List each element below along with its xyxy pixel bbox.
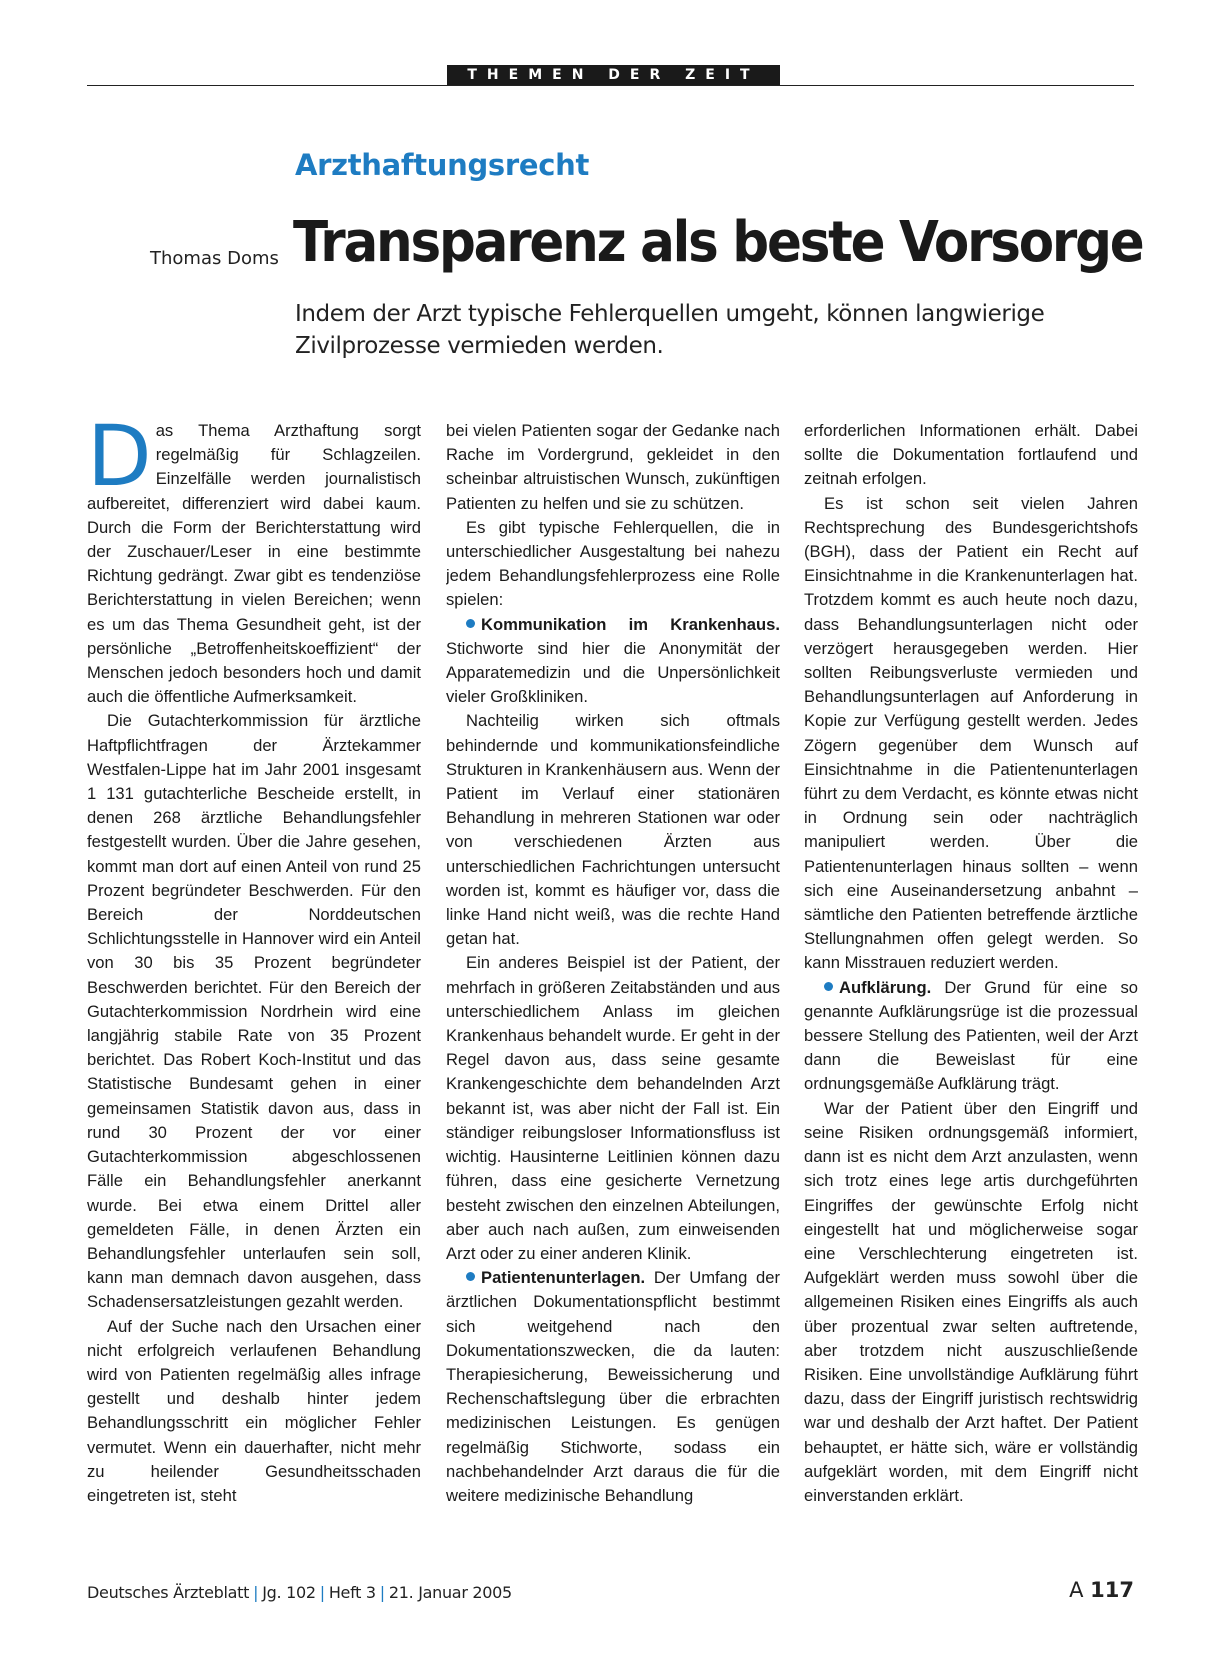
- bullet-heading: Aufklärung.: [839, 977, 932, 997]
- section-banner: THEMEN DER ZEIT: [447, 65, 780, 85]
- page-number: [1069, 1578, 1134, 1602]
- column-2: [446, 419, 780, 1559]
- footer-journal: Deutsches Ärzteblatt: [87, 1583, 250, 1602]
- paragraph: Auf der Suche nach den Ursachen einer nicht erfolgreich verlaufenen Behandlung wird von Patienten regelmäßig alles infrage gestellt und deshalb hinter jedem Behandlungsschritt ein möglicher Fehler vermutet. Wenn ein dauerhafter, nicht mehr zu heilender Gesundheitsschaden eingetreten ist, steht: [87, 1316, 421, 1505]
- paragraph: War der Patient über den Eingriff und seine Risiken ordnungsgemäß informiert, dann ist es nicht dem Arzt anzulasten, wenn sich trotz eines lege artis durchgeführten Eingriffes der gewünschte Erfolg nicht eingestellt hat und möglicherweise sogar eine Verschlechterung eingetreten ist. Aufgeklärt werden muss sowohl über die allgemeinen Risiken eines Eingriffs als auch über prozentual zwar selten auftretende, aber trotzdem nicht auszuschließende Risiken. Eine unvollständige Aufklärung führt dazu, dass der Eingriff juristisch rechtswidrig war und deshalb der Arzt haftet. Der Patient behauptet, er hätte sich, wäre er vollständig aufgeklärt worden, mit dem Eingriff nicht einverstanden erklärt.: [804, 1098, 1138, 1505]
- footer-separator: |: [379, 1583, 385, 1602]
- paragraph: [87, 419, 421, 709]
- paragraph: erforderlichen Informationen erhält. Dabei sollte die Dokumentation fortlaufend und zeitnah erfolgen.: [804, 421, 1138, 489]
- paragraph: Es ist schon seit vielen Jahren Rechtsprechung des Bundesgerichtshofs (BGH), dass der Patient ein Recht auf Einsichtnahme in die Krankenunterlagen hat. Trotzdem kommt es auch heute noch dazu, dass Behandlungsunterlagen nicht oder verzögert herausgegeben werden. Hier sollten Reibungsverluste vermieden und Behandlungsunterlagen auf Anforderung in Kopie zur Verfügung gestellt werden. Jedes Zögern gegenüber dem Wunsch auf Einsichtnahme in die Patientenunterlagen führt zu dem Verdacht, es könnte etwas nicht in Ordnung sein oder nachträglich manipuliert werden. Über die Patientenunterlagen hinaus sollten – wenn sich eine Auseinandersetzung anbahnt – sämtliche den Patienten betreffende ärztliche Stellungnahmen offen gelegt werden. So kann Misstrauen reduziert werden.: [804, 493, 1138, 973]
- footer-separator: |: [253, 1583, 259, 1602]
- paragraph: Nachteilig wirken sich oftmals behindernde und kommunikationsfeindliche Strukturen in Krankenhäusern aus. Wenn der Patient im Verlauf einer stationären Behandlung in mehreren Stationen war oder von verschiedenen Ärzten aus unterschiedlichen Fachrichtungen untersucht worden ist, kommt es häufiger vor, dass die linke Hand nicht weiß, was die rechte Hand getan hat.: [446, 711, 780, 949]
- article-title: Transparenz als beste Vorsorge: [293, 210, 1143, 275]
- paragraph: Es gibt typische Fehlerquellen, die in unterschiedlicher Ausgestaltung bei nahezu jedem Behandlungsfehlerprozess eine Rolle spielen:: [446, 517, 780, 610]
- paragraph-text: as Thema Arzthaftung sorgt regelmäßig für Schlagzeilen. Einzelfälle werden journalistisch aufbereitet, differenziert wird dabei kaum. Durch die Form der Berichterstattung wird der Zuschauer/Leser in eine bestimmte Richtung gedrängt. Zwar gibt es tendenziöse Berichterstattung in vielen Bereichen; wenn es um das Thema Gesundheit geht, ist der persönliche „Betroffenheitskoeffizient“ der Menschen jedoch besonders hoch und damit auch die öffentliche Aufmerksamkeit.: [87, 421, 421, 707]
- footer-date: 21. Januar 2005: [388, 1583, 512, 1602]
- bullet-icon: [824, 982, 833, 991]
- bullet-paragraph: [446, 613, 780, 710]
- footer-separator: |: [319, 1583, 325, 1602]
- bullet-text: Der Grund für eine so genannte Aufklärungsrüge ist die prozessual bessere Stellung des Patienten, weil der Arzt dann die Beweislast für eine ordnungsgemäße Aufklärung trägt.: [804, 977, 1138, 1094]
- bullet-icon: [466, 1272, 475, 1281]
- bullet-icon: [466, 619, 475, 628]
- footer-issue: Heft 3: [328, 1583, 376, 1602]
- paragraph: Ein anderes Beispiel ist der Patient, der mehrfach in größeren Zeitabständen und aus unterschiedlichem Anlass im gleichen Krankenhaus behandelt wurde. Er geht in der Regel davon aus, dass seine gesamte Krankengeschichte dem behandelnden Arzt bekannt ist, was aber nicht der Fall ist. Ein ständiger reibungsloser Informationsfluss ist wichtig. Hausinterne Leitlinien können dazu führen, dass eine gesicherte Vernetzung besteht zwischen den einzelnen Abteilungen, aber auch nach außen, zum einweisenden Arzt oder zu einer anderen Klinik.: [446, 953, 780, 1263]
- bullet-paragraph: [446, 1266, 780, 1508]
- page-number-value: 117: [1090, 1578, 1134, 1602]
- bullet-heading: Kommunikation im Krankenhaus.: [481, 614, 780, 634]
- header-rule: [87, 85, 1134, 86]
- paragraph: bei vielen Patienten sogar der Gedanke nach Rache im Vordergrund, gekleidet in den scheinbar altruistischen Wunsch, zukünftigen Patienten zu helfen und sie zu schützen.: [446, 421, 780, 513]
- column-3: [804, 419, 1138, 1559]
- page-prefix: A: [1069, 1578, 1084, 1602]
- article-author: Thomas Doms: [150, 248, 279, 269]
- paragraph: Die Gutachterkommission für ärztliche Haftpflichtfragen der Ärztekammer Westfalen-Lippe hat im Jahr 2001 insgesamt 1 131 gutachterliche Bescheide erstellt, in denen 268 ärztliche Behandlungsfehler festgestellt wurden. Über die Jahre gesehen, kommt man dort auf einen Anteil von rund 25 Prozent begründeter Beschwerden. Für den Bereich der Norddeutschen Schlichtungsstelle in Hannover wird ein Anteil von 30 bis 35 Prozent begründeter Beschwerden berichtet. Für den Bereich der Gutachterkommission Nordrhein wird eine langjährig stabile Rate von 35 Prozent berichtet. Das Robert Koch-Institut und das Statistische Bundesamt gehen in einer gemeinsamen Statistik davon aus, dass in rund 30 Prozent der vor einer Gutachterkommission abgeschlossenen Fälle ein Behandlungsfehler anerkannt wurde. Bei etwa einem Drittel aller gemeldeten Fälle, in denen Ärzten ein Behandlungsfehler unterlaufen sein soll, kann man demnach davon ausgehen, dass Schadensersatzleistungen gezahlt werden.: [87, 711, 421, 1312]
- footer-volume: Jg. 102: [262, 1583, 316, 1602]
- article-kicker: Arzthaftungsrecht: [295, 148, 590, 182]
- column-1: [87, 419, 421, 1559]
- bullet-paragraph: [804, 976, 1138, 1097]
- drop-cap: D: [87, 419, 152, 505]
- bullet-heading: Patientenunterlagen.: [481, 1268, 646, 1288]
- footer-citation: [87, 1583, 512, 1602]
- bullet-text: Der Umfang der ärztlichen Dokumentationspflicht bestimmt sich weitgehend nach den Dokumentationszwecken, die da lauten: Therapiesicherung, Beweissicherung und Rechenschaftslegung über die erbrachten medizinischen Leistungen. Es genügen regelmäßig Stichworte, sodass ein nachbehandelnder Arzt daraus die für die weitere medizinische Behandlung: [446, 1268, 780, 1505]
- article-deck: Indem der Arzt typische Fehlerquellen umgeht, können langwierige Zivilprozesse vermieden werden.: [295, 301, 1045, 359]
- bullet-text: Stichworte sind hier die Anonymität der Apparatemedizin und die Unpersönlichkeit vieler Großkliniken.: [446, 638, 780, 707]
